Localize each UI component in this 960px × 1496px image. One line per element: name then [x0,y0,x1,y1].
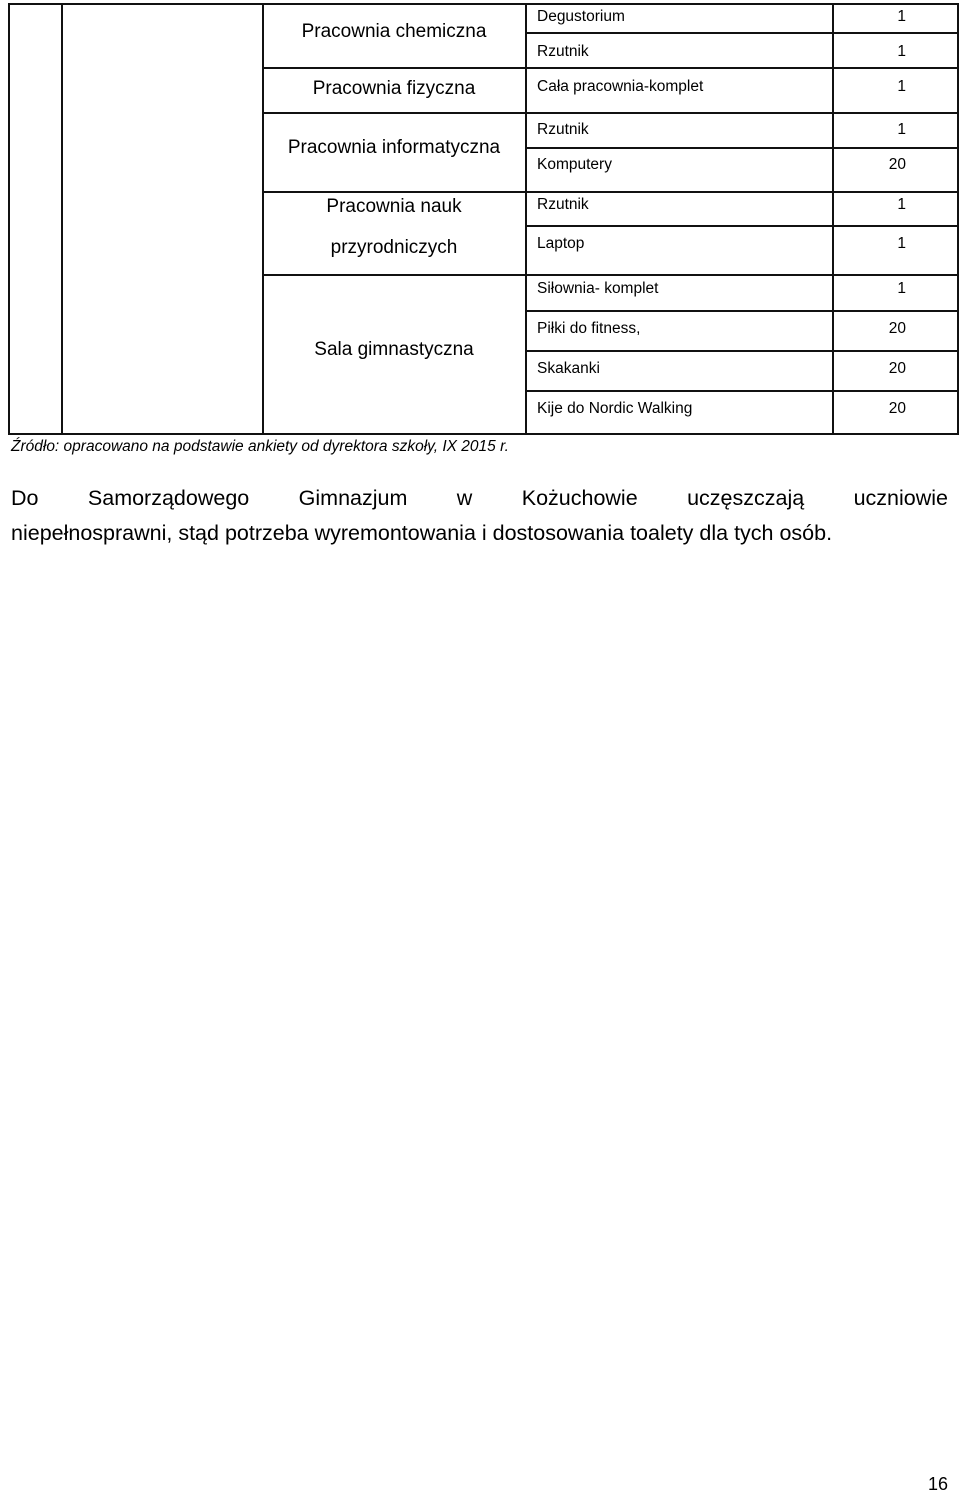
table-border-top [8,3,959,5]
table-divider [262,112,527,114]
item-name: Kije do Nordic Walking [537,400,693,417]
item-quantity: 1 [897,121,906,138]
room-label: Pracownia nauk [326,196,462,217]
item-name: Rzutnik [537,121,589,138]
table-row-divider [525,112,959,114]
item-quantity: 20 [888,320,906,337]
table-row-divider [525,32,959,34]
table-divider [61,3,63,435]
paragraph-line: niepełnosprawni, stąd potrzeba wyremontowania i dostosowania toalety dla tych osób. [11,521,833,545]
item-name: Rzutnik [537,196,589,213]
table-row-divider [525,67,959,69]
table-row-divider [525,274,959,276]
item-quantity: 1 [897,235,906,252]
item-name: Degustorium [537,8,625,25]
table-border-left [8,3,10,435]
room-label: Pracownia informatyczna [287,137,501,158]
table-divider [262,191,527,193]
item-name: Cała pracownia-komplet [537,78,704,95]
room-label: Pracownia fizyczna [312,78,476,99]
table-border-bottom [8,433,959,435]
page-number: 16 [927,1474,948,1494]
item-quantity: 1 [897,196,906,213]
table-row-divider [525,147,959,149]
table-row-divider [525,390,959,392]
table-row-divider [525,191,959,193]
item-name: Siłownia- komplet [537,280,659,297]
item-quantity: 1 [897,8,906,25]
table-row-divider [525,310,959,312]
paragraph-line: Do Samorządowego Gimnazjum w Kożuchowie uczęszczają uczniowie [11,486,948,510]
item-quantity: 20 [888,400,906,417]
item-name: Piłki do fitness, [537,320,641,337]
item-quantity: 1 [897,280,906,297]
room-label: Pracownia chemiczna [301,21,487,42]
room-label: Sala gimnastyczna [314,339,474,360]
item-name: Skakanki [537,360,600,377]
source-note: Źródło: opracowano na podstawie ankiety od dyrektora szkoły, IX 2015 r. [11,438,509,455]
item-quantity: 20 [888,360,906,377]
item-quantity: 1 [897,78,906,95]
item-quantity: 1 [897,43,906,60]
item-quantity: 20 [888,156,906,173]
room-label: przyrodniczych [330,237,458,258]
item-name: Rzutnik [537,43,589,60]
table-divider [262,274,527,276]
item-name: Komputery [537,156,612,173]
table-row-divider [525,350,959,352]
item-name: Laptop [537,235,585,252]
table-divider [262,67,527,69]
table-row-divider [525,225,959,227]
